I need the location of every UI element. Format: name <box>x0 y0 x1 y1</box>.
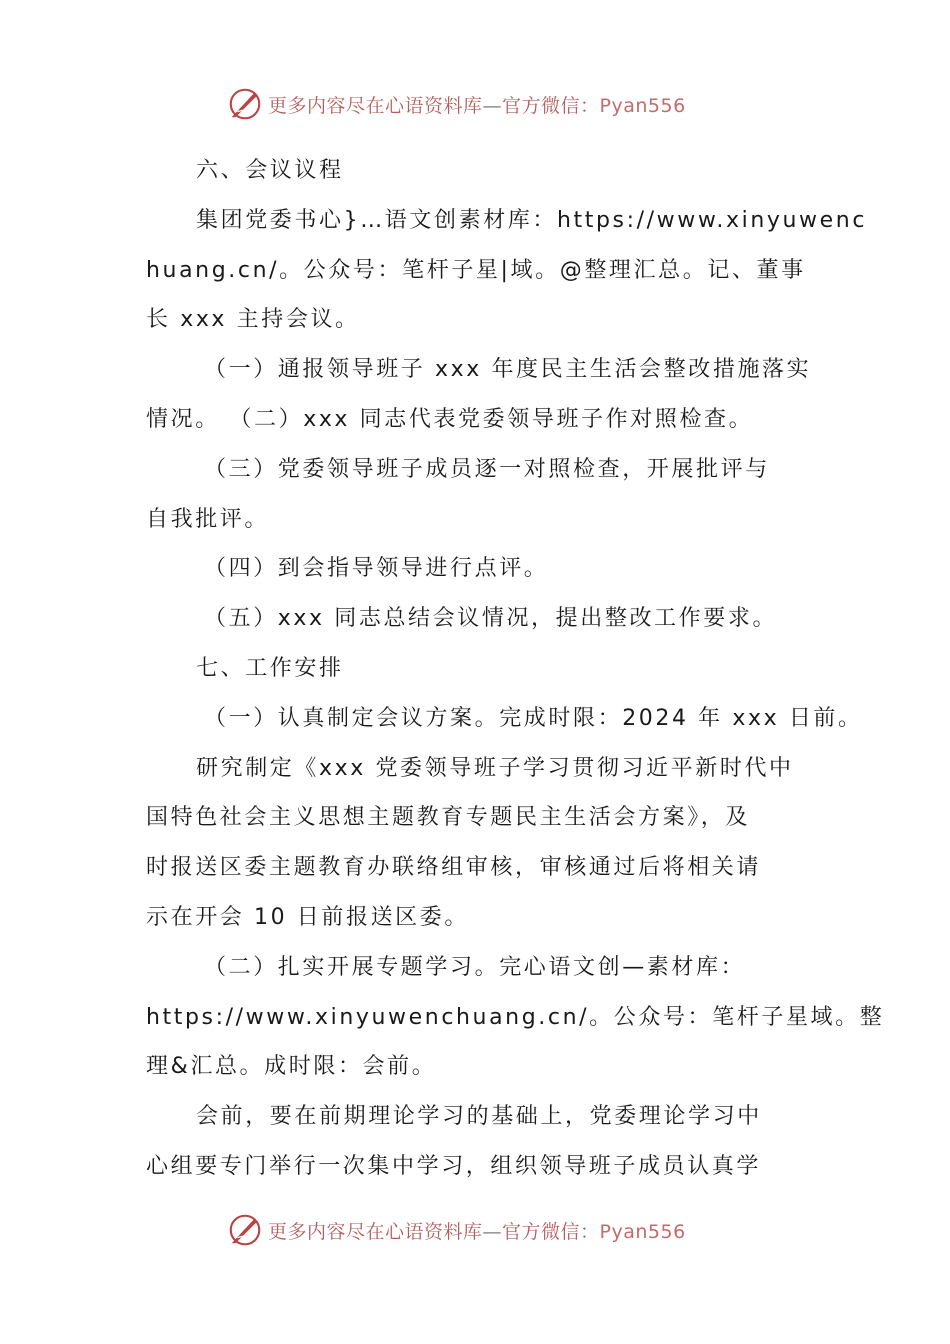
paragraph-line: （一）认真制定会议方案。完成时限：2024 年 xxx 日前。 <box>204 705 863 731</box>
document-body <box>146 146 885 1192</box>
footer-banner <box>226 1210 686 1250</box>
paragraph-line: 时报送区委主题教育办联络组审核，审核通过后将相关请 <box>146 855 762 881</box>
paragraph-line: 集团党委书心}…语文创素材库：https://www.xinyuwenc <box>196 207 868 233</box>
header-banner-text <box>268 91 686 118</box>
paragraph-line: （一）通报领导班子 xxx 年度民主生活会整改措施落实 <box>204 357 812 383</box>
paragraph-line: https://www.xinyuwenchuang.cn/。公众号：笔杆子星域。整 <box>146 1004 885 1030</box>
paragraph-line: 会前，要在前期理论学习的基础上，党委理论学习中 <box>196 1104 762 1130</box>
paragraph-line: huang.cn/。公众号：笔杆子星|域。@整理汇总。记、董事 <box>146 257 806 283</box>
paragraph-line: 国特色社会主义思想主题教育专题民主生活会方案》，及 <box>146 805 751 831</box>
header-banner-title: 更多内容尽在心语资料库 <box>268 94 483 117</box>
footer-banner-text <box>268 1217 686 1244</box>
header-banner-separator: — <box>482 94 503 117</box>
paragraph-line: 自我批评。 <box>146 506 270 532</box>
header-wechat-id: Pyan556 <box>599 94 686 117</box>
footer-banner-channel: 官方微信： <box>502 1220 600 1243</box>
section-heading: 七、工作安排 <box>196 655 344 681</box>
paragraph-line: （四）到会指导领导进行点评。 <box>204 556 549 582</box>
paragraph-line: 示在开会 10 日前报送区委。 <box>146 904 469 930</box>
header-banner-channel: 官方微信： <box>502 94 600 117</box>
footer-wechat-id: Pyan556 <box>599 1220 686 1243</box>
paragraph-line: 研究制定《xxx 党委领导班子学习贯彻习近平新时代中 <box>196 755 794 781</box>
footer-banner-title: 更多内容尽在心语资料库 <box>268 1220 483 1243</box>
header-banner <box>226 84 686 124</box>
paragraph-line: 长 xxx 主持会议。 <box>146 307 360 333</box>
quill-logo-icon <box>226 85 264 123</box>
section-heading: 六、会议议程 <box>196 158 344 183</box>
quill-logo-icon <box>226 1211 264 1249</box>
paragraph-line: 情况。 （二）xxx 同志代表党委领导班子作对照检查。 <box>146 406 754 432</box>
paragraph-line: （三）党委领导班子成员逐一对照检查，开展批评与 <box>204 456 770 482</box>
footer-banner-separator: — <box>482 1220 503 1243</box>
paragraph-line: 心组要专门举行一次集中学习，组织领导班子成员认真学 <box>146 1153 762 1179</box>
paragraph-line: （二）扎实开展专题学习。完心语文创—素材库： <box>204 954 746 980</box>
paragraph-line: （五）xxx 同志总结会议情况，提出整改工作要求。 <box>204 606 778 632</box>
paragraph-line: 理&汇总。成时限：会前。 <box>146 1054 437 1080</box>
